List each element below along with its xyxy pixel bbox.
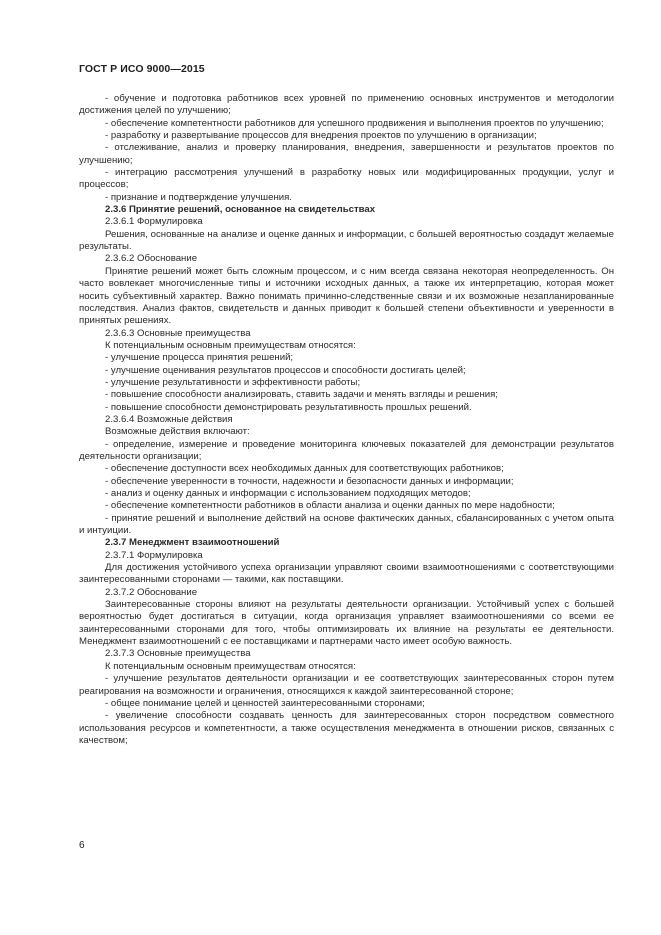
body-paragraph: К потенциальным основным преимуществам относятся:: [105, 660, 356, 672]
list-item: - признание и подтверждение улучшения.: [105, 191, 292, 203]
list-item: - разработку и развертывание процессов для внедрения проектов по улучшению в организации;: [105, 130, 537, 142]
list-item: - обеспечение доступности всех необходимых данных для соответствующих работников;: [105, 463, 504, 475]
subsection-heading: 2.3.7.1 Формулировка: [105, 549, 203, 561]
subsection-heading: 2.3.6.1 Формулировка: [105, 216, 203, 228]
list-item: - увеличение способности создавать ценность для заинтересованных сторон посредством совместного использования ресурсов и компетентности, а также осуществления менеджмента в отношении рисков, связанных с качеством;: [79, 710, 614, 746]
list-item: - обеспечение компетентности работников в области анализа и оценки данных по мере надобности;: [105, 500, 555, 512]
list-item: - отслеживание, анализ и проверку планирования, внедрения, завершенности и результатов проектов по улучшению;: [79, 142, 614, 166]
list-item: - обеспечение уверенности в точности, надежности и безопасности данных и информации;: [105, 475, 514, 487]
list-item: - улучшение оценивания результатов процессов и способности достигать целей;: [105, 364, 466, 376]
body-paragraph: Для достижения устойчивого успеха организации управляют своими взаимоотношениями с соответствующими заинтересованными сторонами — такими, как поставщики.: [79, 562, 614, 586]
list-item: - обеспечение компетентности работников для успешного продвижения и выполнения проектов по улучшению;: [105, 117, 604, 129]
body-paragraph: Возможные действия включают:: [105, 426, 250, 438]
subsection-heading: 2.3.7.2 Обоснование: [105, 586, 198, 598]
list-item: - анализ и оценку данных и информации с использованием подходящих методов;: [105, 488, 471, 499]
list-item: - обучение и подготовка работников всех уровней по применению основных инструментов и методологии достижения целей по улучшению;: [79, 93, 614, 117]
subsection-heading: 2.3.7.3 Основные преимущества: [105, 648, 251, 660]
page-header-title: ГОСТ Р ИСО 9000—2015: [79, 63, 205, 75]
body-paragraph: К потенциальным основным преимуществам относятся:: [105, 339, 356, 351]
subsection-heading: 2.3.6.4 Возможные действия: [105, 413, 233, 425]
list-item: - улучшение результативности и эффективности работы;: [105, 376, 361, 388]
section-heading: 2.3.6 Принятие решений, основанное на свидетельствах: [105, 204, 376, 216]
subsection-heading: 2.3.6.3 Основные преимущества: [105, 327, 251, 339]
list-item: - принятие решений и выполнение действий на основе фактических данных, сбалансированных с учетом опыта и интуиции.: [79, 512, 614, 537]
body-paragraph: Решения, основанные на анализе и оценке данных и информации, с большей вероятностью создадут желаемые результаты.: [79, 228, 614, 253]
list-item: - интеграцию рассмотрения улучшений в разработку новых или модифицированных продукции, услуг и процессов;: [79, 167, 614, 191]
list-item: - повышение способности анализировать, ставить задачи и менять взгляды и решения;: [105, 389, 498, 401]
list-item: - общее понимание целей и ценностей заинтересованными сторонами;: [105, 697, 425, 709]
document-body: [79, 93, 614, 747]
body-paragraph: Заинтересованные стороны влияют на результаты деятельности организации. Устойчивый успех с большей вероятностью будет достигаться в ситуации, когда организация управляет взаимоотношениями со всеми ее заинтересованными сторонами для того, чтобы оптимизировать их влияние на результаты ее деятельности. Менеджмент взаимоотношений с ее поставщиками и партнерами часто имеет особую важность.: [79, 599, 614, 648]
body-paragraph: Принятие решений может быть сложным процессом, и с ним всегда связана некоторая неопределенность. Он часто вовлекает многочисленные типы и источники исходных данных, а также их интерпретацию, которая может носить субъективный характер. Важно понимать причинно-следственные связи и их возможные незапланированные последствия. Анализ фактов, свидетельств и данных приводит к большей степени объективности и уверенности в принятых решениях.: [79, 265, 614, 327]
page-number: 6: [79, 840, 85, 851]
section-heading: 2.3.7 Менеджмент взаимоотношений: [105, 537, 280, 549]
list-item: - улучшение результатов деятельности организации и ее соответствующих заинтересованных сторон путем реагирования на возможности и ограничения, относящихся к каждой заинтересованной стороне;: [79, 673, 614, 697]
list-item: - повышение способности демонстрировать результативность прошлых решений.: [105, 401, 472, 413]
list-item: - определение, измерение и проведение мониторинга ключевых показателей для демонстрации результатов деятельности организации;: [79, 438, 614, 462]
list-item: - улучшение процесса принятия решений;: [105, 352, 294, 364]
subsection-heading: 2.3.6.2 Обоснование: [105, 253, 198, 265]
